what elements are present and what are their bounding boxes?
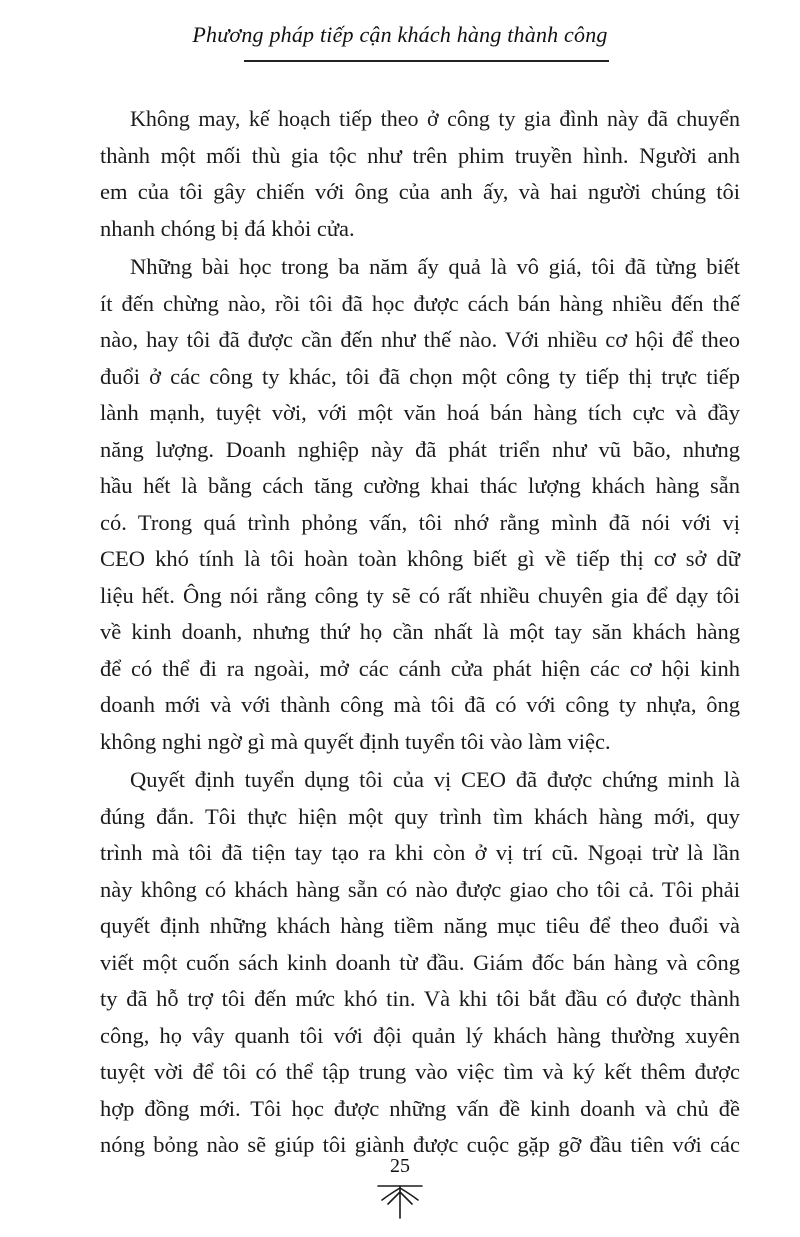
paragraph bbox=[100, 762, 740, 1164]
text-line: quyết định những khách hàng tiềm năng mục tiêu để theo đuổi và bbox=[100, 913, 740, 938]
text-line: Không may, kế hoạch tiếp theo ở công ty gia đình này đã chuyển bbox=[130, 106, 740, 131]
paragraph bbox=[100, 249, 740, 760]
fleuron-ornament-icon bbox=[372, 1180, 428, 1220]
page-number: 25 bbox=[390, 1155, 410, 1177]
text-line: Quyết định tuyển dụng tôi của vị CEO đã được chứng minh là bbox=[130, 767, 740, 792]
body-text bbox=[100, 101, 740, 1164]
running-header-title: Phương pháp tiếp cận khách hàng thành công bbox=[192, 22, 608, 47]
text-line: hầu hết là bằng cách tăng cường khai thác lượng khách hàng sẵn bbox=[100, 473, 740, 498]
paragraph bbox=[100, 101, 740, 247]
text-line: này không có khách hàng sẵn có nào được giao cho tôi cả. Tôi phải bbox=[100, 876, 740, 902]
text-line: liệu hết. Ông nói rằng công ty sẽ có rất nhiều chuyên gia để dạy tôi bbox=[100, 582, 740, 608]
header-rule bbox=[244, 60, 609, 62]
text-line: Những bài học trong ba năm ấy quả là vô giá, tôi đã từng biết bbox=[130, 254, 740, 279]
text-line: doanh mới và với thành công mà tôi đã có với công ty nhựa, ông bbox=[100, 692, 740, 717]
text-line: đúng đắn. Tôi thực hiện một quy trình tìm khách hàng mới, quy bbox=[100, 803, 740, 829]
text-line: để có thể đi ra ngoài, mở các cánh cửa phát hiện các cơ hội kinh bbox=[100, 655, 740, 681]
text-line: công, họ vây quanh tôi với đội quản lý khách hàng thường xuyên bbox=[100, 1022, 740, 1048]
text-line: thành một mối thù gia tộc như trên phim truyền hình. Người anh bbox=[100, 142, 740, 168]
text-line: CEO khó tính là tôi hoàn toàn không biết gì về tiếp thị cơ sở dữ bbox=[100, 546, 740, 571]
text-line: ty đã hỗ trợ tôi đến mức khó tin. Và khi tôi bắt đầu có được thành bbox=[100, 986, 740, 1011]
text-line: nào, hay tôi đã được cần đến như thế nào. Với nhiều cơ hội để theo bbox=[100, 327, 740, 352]
text-line: năng lượng. Doanh nghiệp này đã phát triển như vũ bão, nhưng bbox=[100, 436, 740, 462]
text-line: viết một cuốn sách kinh doanh từ đầu. Giám đốc bán hàng và công bbox=[100, 949, 740, 975]
text-line: trình mà tôi đã tiện tay tạo ra khi còn ở vị trí cũ. Ngoại trừ là lần bbox=[100, 840, 740, 865]
text-line: ít đến chừng nào, rồi tôi đã học được cách bán hàng nhiều đến thế bbox=[100, 290, 740, 316]
text-line: tuyệt vời để tôi có thể tập trung vào việc tìm và ký kết thêm được bbox=[100, 1059, 740, 1084]
text-line: không nghi ngờ gì mà quyết định tuyển tôi vào làm việc. bbox=[100, 728, 611, 754]
text-line: nhanh chóng bị đá khỏi cửa. bbox=[100, 215, 355, 241]
text-line: em của tôi gây chiến với ông của anh ấy, và hai người chúng tôi bbox=[100, 179, 740, 204]
text-line: lành mạnh, tuyệt vời, với một văn hoá bán hàng tích cực và đầy bbox=[100, 400, 740, 425]
text-line: nóng bỏng nào sẽ giúp tôi giành được cuộc gặp gỡ đầu tiên với các bbox=[100, 1132, 740, 1157]
text-line: đuổi ở các công ty khác, tôi đã chọn một công ty tiếp thị trực tiếp bbox=[100, 363, 740, 389]
text-line: có. Trong quá trình phỏng vấn, tôi nhớ rằng mình đã nói với vị bbox=[100, 509, 740, 535]
text-line: hợp đồng mới. Tôi học được những vấn đề kinh doanh và chủ đề bbox=[100, 1095, 740, 1121]
text-line: về kinh doanh, nhưng thứ họ cần nhất là một tay săn khách hàng bbox=[100, 619, 740, 644]
